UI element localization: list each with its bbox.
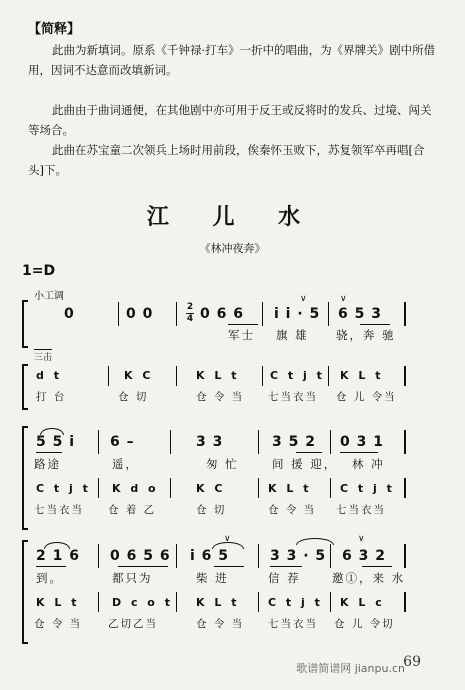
- perc-notation: K L t: [196, 369, 240, 382]
- perc-notation: C t j t: [36, 482, 91, 495]
- site-watermark: 歌谱简谱网 jianpu.cn: [296, 662, 405, 675]
- page-number: 69: [403, 654, 421, 670]
- tempo-mark: 小工调: [34, 291, 64, 302]
- lyric: 间 援 迎，: [272, 457, 338, 471]
- note-paragraph-2: 此曲由于曲词通便，在其他剧中亦可用于反王或反将时的发兵、过境、闯关等场合。: [28, 103, 432, 137]
- perc-syllables: 仓 令 当: [196, 618, 245, 630]
- perc-syllables: 七当衣当: [268, 618, 318, 630]
- lyric: 路途: [34, 457, 61, 471]
- perc-syllables: 七当衣当: [268, 391, 318, 403]
- perc-syllables: 仓 令 当: [34, 618, 83, 630]
- perc-syllables: 仓 儿 令切: [334, 618, 395, 630]
- lyric: 信 荐: [268, 571, 301, 585]
- measure-notes: 6 3 2: [342, 548, 386, 564]
- measure-notes: 0 6 5 6: [110, 548, 171, 564]
- score-page: 【简释】 此曲为新填词。原系《千钟禄·打车》一折中的唱曲，为《界牌关》剧中所借用，因词不达意而改填新词。 此曲由于曲词通便，在其他剧中亦可用于反王或反将时的发兵、过境、闯关等场合。 此曲在苏宝童二次领兵上场时用前段，俟秦怀玉败下，苏复领军卒再唱[合头]下。 江 儿 水 《林冲夜奔》 1=D 小工调 2 4 0 0 0 0 6 6 i i · 5 6 5 3 ∨ ∨ 军士 旗 雄 骁，奔 驰 三击 d t K C K L t C t j t K L t 打 台 仓 切 仓 令 当 七当衣当 仓 儿 令当 5 5 i 6 – 3 3 3 5 2 0 3 1 路途 遥， 匆 忙 间 援 迎， 林 冲 C t j t K d o K C K L t C t j t 七当衣当 仓 着 乙 仓 切 仓 令 当 七当衣当 2 1 6 0 6 5 6 i 6 5 3 3 · 5 6 3 2 ∨ ∨ 到。 都只为 柴 进 信 荐 邀①，来 水 K L t D c o t K L t C t j t K L c 仓 令 当 乙切乙当 仓 令 当 七当衣当 仓 儿 令切 歌谱简谱网 jianpu.cn 69: [0, 0, 465, 690]
- lyric: 到。: [36, 571, 63, 585]
- perc-notation: K L t: [196, 596, 240, 609]
- note-heading: 【简释】: [28, 22, 81, 37]
- measure-notes: i i · 5: [274, 306, 321, 322]
- time-signature-bottom: 4: [186, 314, 194, 324]
- lyric: 匆 忙: [206, 457, 239, 471]
- perc-syllables: 仓 儿 令当: [336, 391, 397, 403]
- perc-notation: K C: [124, 369, 154, 382]
- perc-notation: C t j t: [270, 369, 325, 382]
- time-signature-top: 2: [186, 302, 194, 312]
- perc-syllables: 七当衣当: [336, 504, 386, 516]
- song-subtitle: 《林冲夜奔》: [199, 242, 266, 255]
- time-signature: [186, 303, 194, 324]
- perc-syllables: 仓 切: [118, 391, 149, 403]
- perc-notation: C t j t: [268, 596, 323, 609]
- measure-notes: i 6 5: [190, 548, 230, 564]
- lyric: 林 冲: [352, 457, 385, 471]
- lyric: 骁，奔 驰: [336, 328, 396, 342]
- perc-syllables: 仓 切: [196, 504, 227, 516]
- measure-notes: 0 3 1: [340, 434, 384, 450]
- measure-notes: 6 5 3: [338, 306, 382, 322]
- lyric: 遥，: [112, 457, 139, 471]
- measure-notes: 5 5 i: [36, 434, 76, 450]
- lyric: 都只为: [112, 571, 153, 585]
- measure-notes: 0 6 6: [200, 306, 244, 322]
- measure-notes: 0: [64, 306, 75, 322]
- measure-notes: 3 3: [196, 434, 224, 450]
- perc-notation: D c o t: [112, 596, 173, 609]
- percussion-mark: 三击: [34, 349, 52, 363]
- perc-notation: K L c: [340, 596, 385, 609]
- measure-notes: 3 5 2: [272, 434, 316, 450]
- perc-syllables: 打 台: [36, 391, 67, 403]
- lyric: 旗 雄: [276, 328, 309, 342]
- perc-notation: K L t: [36, 596, 80, 609]
- lyric: 军士: [228, 328, 255, 342]
- note-paragraph-1: 此曲为新填词。原系《千钟禄·打车》一折中的唱曲，为《界牌关》剧中所借用，因词不达意而改填新词。: [28, 43, 436, 77]
- perc-syllables: 七当衣当: [34, 504, 84, 516]
- measure-notes: 6 –: [110, 434, 135, 450]
- perc-notation: K C: [196, 482, 226, 495]
- perc-notation: d t: [36, 369, 62, 382]
- perc-notation: K L t: [268, 482, 312, 495]
- perc-notation: C t j t: [340, 482, 395, 495]
- measure-notes: 0 0: [126, 306, 154, 322]
- perc-notation: K L t: [340, 369, 384, 382]
- perc-syllables: 乙切乙当: [108, 618, 158, 630]
- lyric: 柴 进: [196, 571, 229, 585]
- perc-syllables: 仓 着 乙: [108, 504, 157, 516]
- lyric: 邀①，来 水: [332, 571, 406, 585]
- measure-notes: 2 1 6: [36, 548, 80, 564]
- perc-notation: K d o: [112, 482, 159, 495]
- system-brace: [22, 300, 28, 348]
- song-title: 江 儿 水: [146, 204, 319, 230]
- key-signature: 1=D: [22, 263, 56, 279]
- perc-syllables: 仓 令 当: [196, 391, 245, 403]
- measure-notes: 3 3 · 5: [270, 548, 327, 564]
- perc-syllables: 仓 令 当: [268, 504, 317, 516]
- note-paragraph-3: 此曲在苏宝童二次领兵上场时用前段，俟秦怀玉败下，苏复领军卒再唱[合头]下。: [28, 143, 425, 177]
